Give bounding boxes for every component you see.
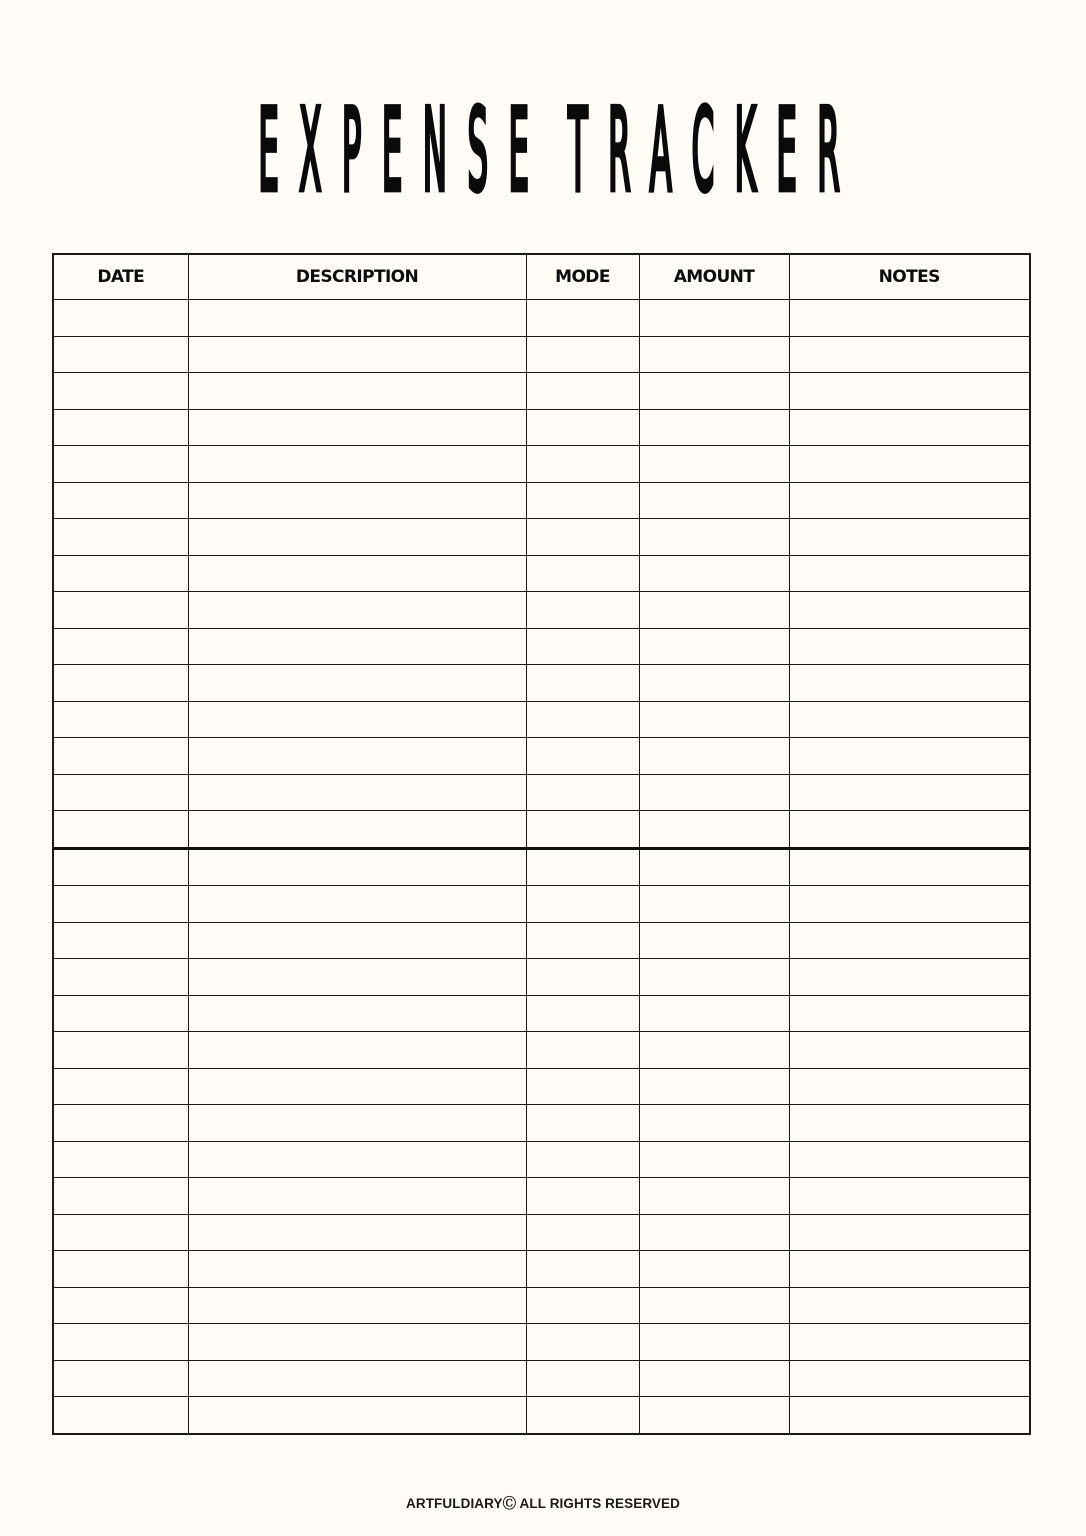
table-row [53, 555, 1030, 592]
cell-notes[interactable] [789, 592, 1030, 629]
cell-amount[interactable] [639, 300, 789, 337]
cell-date[interactable] [53, 555, 188, 592]
cell-date[interactable] [53, 1068, 188, 1105]
cell-date[interactable] [53, 300, 188, 337]
cell-mode[interactable] [526, 1287, 639, 1324]
cell-mode[interactable] [526, 665, 639, 702]
cell-mode[interactable] [526, 628, 639, 665]
table-row [53, 1105, 1030, 1142]
cell-date[interactable] [53, 738, 188, 775]
cell-amount[interactable] [639, 1032, 789, 1069]
cell-description[interactable] [188, 738, 526, 775]
cell-amount[interactable] [639, 701, 789, 738]
table-row [53, 519, 1030, 556]
cell-notes[interactable] [789, 555, 1030, 592]
table-row [53, 1214, 1030, 1251]
table-row [53, 592, 1030, 629]
cell-amount[interactable] [639, 519, 789, 556]
cell-description[interactable] [188, 811, 526, 849]
table-row [53, 1032, 1030, 1069]
cell-date[interactable] [53, 665, 188, 702]
cell-notes[interactable] [789, 922, 1030, 959]
cell-notes[interactable] [789, 336, 1030, 373]
cell-description[interactable] [188, 373, 526, 410]
cell-mode[interactable] [526, 1105, 639, 1142]
cell-notes[interactable] [789, 886, 1030, 923]
table-row [53, 1324, 1030, 1361]
cell-amount[interactable] [639, 482, 789, 519]
cell-mode[interactable] [526, 1397, 639, 1434]
cell-description[interactable] [188, 1251, 526, 1288]
cell-notes[interactable] [789, 1178, 1030, 1215]
cell-mode[interactable] [526, 774, 639, 811]
cell-notes[interactable] [789, 1214, 1030, 1251]
cell-description[interactable] [188, 1324, 526, 1361]
cell-mode[interactable] [526, 1360, 639, 1397]
cell-description[interactable] [188, 1360, 526, 1397]
cell-description[interactable] [188, 555, 526, 592]
table-row [53, 811, 1030, 849]
cell-description[interactable] [188, 446, 526, 483]
cell-mode[interactable] [526, 519, 639, 556]
cell-mode[interactable] [526, 1251, 639, 1288]
cell-description[interactable] [188, 1141, 526, 1178]
page-title [259, 84, 861, 217]
cell-description[interactable] [188, 628, 526, 665]
cell-amount[interactable] [639, 848, 789, 886]
table-row [53, 1178, 1030, 1215]
table-row [53, 1397, 1030, 1434]
cell-date[interactable] [53, 1397, 188, 1434]
table-row [53, 848, 1030, 886]
cell-mode[interactable] [526, 1324, 639, 1361]
table-row [53, 1141, 1030, 1178]
cell-notes[interactable] [789, 519, 1030, 556]
table-row [53, 336, 1030, 373]
column-header-amount: AMOUNT [639, 254, 789, 300]
title-word-tracker: TRACKER [568, 84, 861, 217]
cell-notes[interactable] [789, 373, 1030, 410]
cell-amount[interactable] [639, 995, 789, 1032]
table-row [53, 959, 1030, 996]
table-row [53, 995, 1030, 1032]
cell-date[interactable] [53, 701, 188, 738]
cell-description[interactable] [188, 482, 526, 519]
cell-date[interactable] [53, 409, 188, 446]
cell-notes[interactable] [789, 482, 1030, 519]
cell-description[interactable] [188, 300, 526, 337]
table-row [53, 409, 1030, 446]
cell-mode[interactable] [526, 738, 639, 775]
cell-amount[interactable] [639, 1287, 789, 1324]
cell-description[interactable] [188, 592, 526, 629]
cell-amount[interactable] [639, 922, 789, 959]
cell-notes[interactable] [789, 1324, 1030, 1361]
cell-description[interactable] [188, 922, 526, 959]
cell-date[interactable] [53, 446, 188, 483]
cell-mode[interactable] [526, 373, 639, 410]
cell-amount[interactable] [639, 1251, 789, 1288]
cell-date[interactable] [53, 774, 188, 811]
copyright-footer: ARTFULDIARYⒸ ALL RIGHTS RESERVED [406, 1496, 680, 1511]
cell-date[interactable] [53, 336, 188, 373]
cell-notes[interactable] [789, 738, 1030, 775]
cell-date[interactable] [53, 886, 188, 923]
table-body [53, 300, 1030, 1434]
cell-mode[interactable] [526, 848, 639, 886]
cell-amount[interactable] [639, 1324, 789, 1361]
cell-mode[interactable] [526, 1032, 639, 1069]
cell-date[interactable] [53, 1032, 188, 1069]
cell-date[interactable] [53, 373, 188, 410]
cell-mode[interactable] [526, 959, 639, 996]
cell-description[interactable] [188, 1287, 526, 1324]
cell-description[interactable] [188, 1178, 526, 1215]
cell-mode[interactable] [526, 811, 639, 849]
cell-date[interactable] [53, 628, 188, 665]
cell-amount[interactable] [639, 1068, 789, 1105]
cell-notes[interactable] [789, 848, 1030, 886]
cell-description[interactable] [188, 1397, 526, 1434]
cell-notes[interactable] [789, 1105, 1030, 1142]
cell-amount[interactable] [639, 409, 789, 446]
cell-amount[interactable] [639, 1214, 789, 1251]
cell-notes[interactable] [789, 628, 1030, 665]
cell-mode[interactable] [526, 995, 639, 1032]
cell-description[interactable] [188, 774, 526, 811]
table-row [53, 886, 1030, 923]
cell-notes[interactable] [789, 665, 1030, 702]
cell-amount[interactable] [639, 1141, 789, 1178]
cell-date[interactable] [53, 959, 188, 996]
cell-date[interactable] [53, 592, 188, 629]
cell-description[interactable] [188, 848, 526, 886]
cell-mode[interactable] [526, 701, 639, 738]
cell-amount[interactable] [639, 1397, 789, 1434]
cell-date[interactable] [53, 1141, 188, 1178]
cell-mode[interactable] [526, 446, 639, 483]
cell-mode[interactable] [526, 555, 639, 592]
cell-date[interactable] [53, 1324, 188, 1361]
cell-amount[interactable] [639, 738, 789, 775]
cell-amount[interactable] [639, 555, 789, 592]
cell-mode[interactable] [526, 1141, 639, 1178]
cell-notes[interactable] [789, 995, 1030, 1032]
cell-amount[interactable] [639, 592, 789, 629]
cell-notes[interactable] [789, 1141, 1030, 1178]
table-row [53, 1251, 1030, 1288]
cell-description[interactable] [188, 1068, 526, 1105]
cell-date[interactable] [53, 848, 188, 886]
table-row [53, 1068, 1030, 1105]
cell-amount[interactable] [639, 1178, 789, 1215]
cell-description[interactable] [188, 701, 526, 738]
cell-date[interactable] [53, 995, 188, 1032]
cell-description[interactable] [188, 336, 526, 373]
cell-date[interactable] [53, 482, 188, 519]
cell-amount[interactable] [639, 373, 789, 410]
cell-mode[interactable] [526, 336, 639, 373]
cell-description[interactable] [188, 519, 526, 556]
table-row [53, 701, 1030, 738]
cell-mode[interactable] [526, 300, 639, 337]
table-row [53, 738, 1030, 775]
cell-notes[interactable] [789, 701, 1030, 738]
cell-notes[interactable] [789, 1251, 1030, 1288]
cell-notes[interactable] [789, 300, 1030, 337]
table-row [53, 774, 1030, 811]
cell-notes[interactable] [789, 811, 1030, 849]
column-header-mode: MODE [526, 254, 639, 300]
cell-date[interactable] [53, 811, 188, 849]
table-row [53, 1287, 1030, 1324]
column-header-description: DESCRIPTION [188, 254, 526, 300]
cell-date[interactable] [53, 922, 188, 959]
cell-amount[interactable] [639, 774, 789, 811]
cell-amount[interactable] [639, 1105, 789, 1142]
table-row [53, 300, 1030, 337]
table-row [53, 628, 1030, 665]
cell-notes[interactable] [789, 1397, 1030, 1434]
table-row [53, 665, 1030, 702]
cell-notes[interactable] [789, 1032, 1030, 1069]
cell-description[interactable] [188, 959, 526, 996]
table-header-row [53, 254, 1030, 300]
table-row [53, 1360, 1030, 1397]
title-wrap [0, 84, 1086, 217]
cell-mode[interactable] [526, 886, 639, 923]
column-header-notes: NOTES [789, 254, 1030, 300]
cell-notes[interactable] [789, 1068, 1030, 1105]
cell-mode[interactable] [526, 409, 639, 446]
cell-amount[interactable] [639, 1360, 789, 1397]
cell-amount[interactable] [639, 446, 789, 483]
cell-date[interactable] [53, 1214, 188, 1251]
cell-date[interactable] [53, 1178, 188, 1215]
cell-date[interactable] [53, 519, 188, 556]
cell-date[interactable] [53, 1251, 188, 1288]
table-row [53, 446, 1030, 483]
cell-description[interactable] [188, 1032, 526, 1069]
expense-table [52, 253, 1031, 1435]
cell-mode[interactable] [526, 1178, 639, 1215]
cell-notes[interactable] [789, 774, 1030, 811]
column-header-date: DATE [53, 254, 188, 300]
table-row [53, 482, 1030, 519]
cell-amount[interactable] [639, 665, 789, 702]
cell-mode[interactable] [526, 482, 639, 519]
cell-mode[interactable] [526, 1214, 639, 1251]
cell-description[interactable] [188, 1105, 526, 1142]
table-row [53, 922, 1030, 959]
cell-amount[interactable] [639, 886, 789, 923]
cell-description[interactable] [188, 665, 526, 702]
cell-mode[interactable] [526, 1068, 639, 1105]
table-row [53, 373, 1030, 410]
title-word-expense: EXPENSE [258, 84, 550, 217]
cell-amount[interactable] [639, 959, 789, 996]
cell-date[interactable] [53, 1287, 188, 1324]
cell-description[interactable] [188, 995, 526, 1032]
cell-notes[interactable] [789, 959, 1030, 996]
cell-notes[interactable] [789, 1287, 1030, 1324]
cell-mode[interactable] [526, 592, 639, 629]
cell-notes[interactable] [789, 409, 1030, 446]
cell-mode[interactable] [526, 922, 639, 959]
cell-amount[interactable] [639, 336, 789, 373]
cell-description[interactable] [188, 886, 526, 923]
cell-description[interactable] [188, 1214, 526, 1251]
cell-description[interactable] [188, 409, 526, 446]
cell-amount[interactable] [639, 811, 789, 849]
cell-amount[interactable] [639, 628, 789, 665]
cell-date[interactable] [53, 1360, 188, 1397]
cell-notes[interactable] [789, 446, 1030, 483]
cell-date[interactable] [53, 1105, 188, 1142]
cell-notes[interactable] [789, 1360, 1030, 1397]
